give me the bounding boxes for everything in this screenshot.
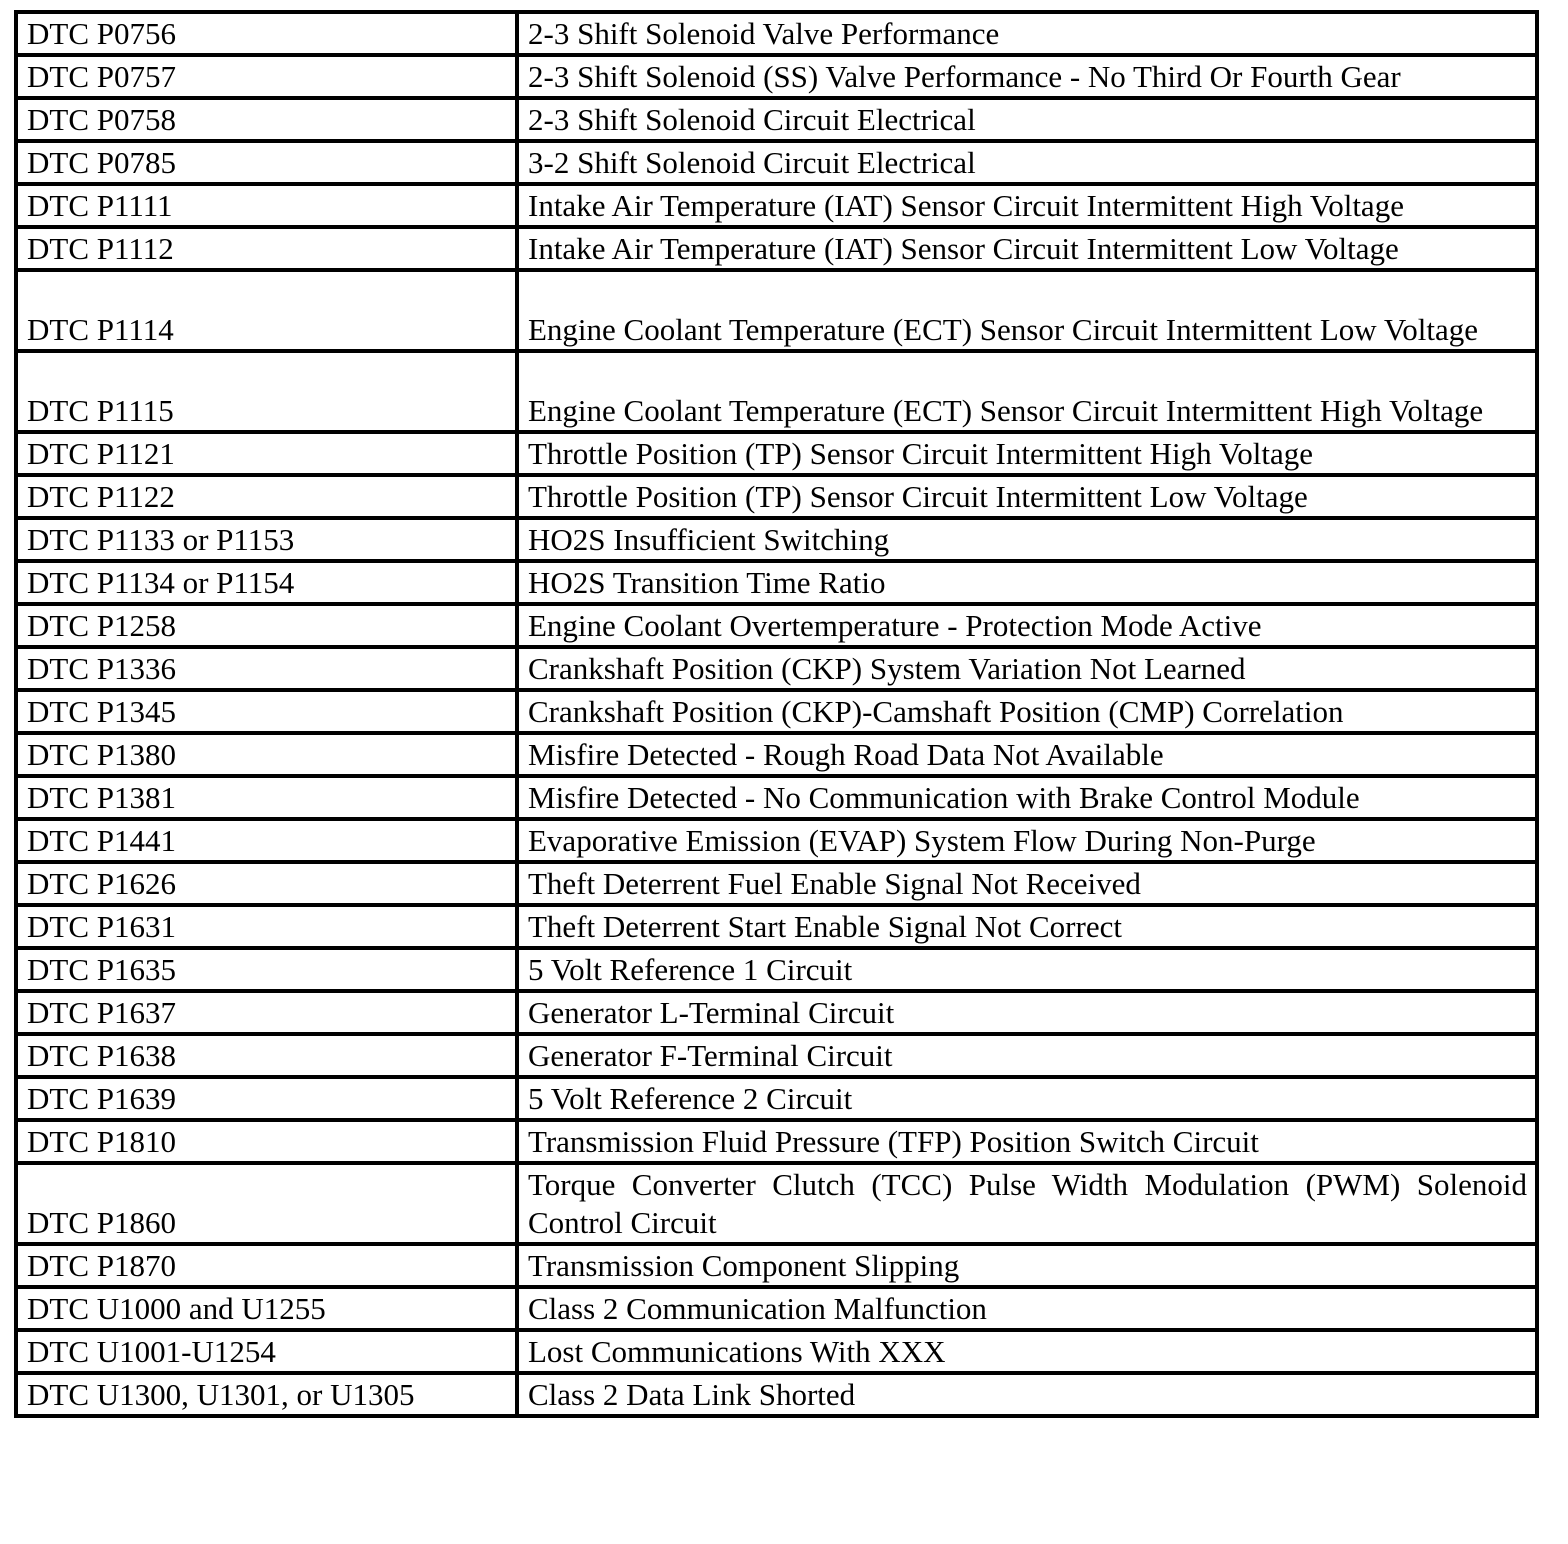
dtc-description-cell: HO2S Transition Time Ratio: [517, 561, 1537, 604]
table-row: [16, 518, 1537, 561]
dtc-description-cell: Generator F-Terminal Circuit: [517, 1034, 1537, 1077]
dtc-code-cell: DTC P1626: [16, 862, 517, 905]
table-row: [16, 862, 1537, 905]
table-row: [16, 604, 1537, 647]
dtc-description-cell: 5 Volt Reference 1 Circuit: [517, 948, 1537, 991]
dtc-code-cell: DTC P1637: [16, 991, 517, 1034]
dtc-description-cell: Theft Deterrent Fuel Enable Signal Not Received: [517, 862, 1537, 905]
table-row: [16, 819, 1537, 862]
table-row: [16, 1287, 1537, 1330]
table-row: [16, 647, 1537, 690]
dtc-code-cell: DTC P1115: [16, 351, 517, 432]
table-row: [16, 733, 1537, 776]
table-row: [16, 1120, 1537, 1163]
dtc-description-cell: Engine Coolant Temperature (ECT) Sensor Circuit Intermittent Low Voltage: [517, 270, 1537, 351]
table-row: [16, 1330, 1537, 1373]
dtc-code-cell: DTC U1001-U1254: [16, 1330, 517, 1373]
dtc-table-body: [16, 12, 1537, 1416]
dtc-code-cell: DTC P1639: [16, 1077, 517, 1120]
dtc-description-cell: 5 Volt Reference 2 Circuit: [517, 1077, 1537, 1120]
table-row: [16, 690, 1537, 733]
table-row: [16, 12, 1537, 55]
dtc-code-cell: DTC P1635: [16, 948, 517, 991]
table-row: [16, 561, 1537, 604]
table-row: [16, 1034, 1537, 1077]
table-row: [16, 432, 1537, 475]
table-row: [16, 227, 1537, 270]
dtc-table: [14, 10, 1539, 1418]
dtc-code-cell: DTC P0758: [16, 98, 517, 141]
dtc-code-cell: DTC P1133 or P1153: [16, 518, 517, 561]
table-row: [16, 475, 1537, 518]
dtc-code-cell: DTC P0785: [16, 141, 517, 184]
dtc-code-cell: DTC P1381: [16, 776, 517, 819]
dtc-code-cell: DTC P1860: [16, 1163, 517, 1244]
dtc-code-cell: DTC P1111: [16, 184, 517, 227]
dtc-description-cell: Intake Air Temperature (IAT) Sensor Circuit Intermittent Low Voltage: [517, 227, 1537, 270]
dtc-code-cell: DTC U1000 and U1255: [16, 1287, 517, 1330]
dtc-code-cell: DTC P1631: [16, 905, 517, 948]
dtc-code-cell: DTC P1114: [16, 270, 517, 351]
dtc-code-cell: DTC P1345: [16, 690, 517, 733]
dtc-description-cell: Evaporative Emission (EVAP) System Flow During Non-Purge: [517, 819, 1537, 862]
dtc-code-cell: DTC P1336: [16, 647, 517, 690]
table-row: [16, 270, 1537, 351]
table-row: [16, 1244, 1537, 1287]
dtc-code-cell: DTC P1121: [16, 432, 517, 475]
dtc-description-cell: Transmission Component Slipping: [517, 1244, 1537, 1287]
dtc-description-cell: Transmission Fluid Pressure (TFP) Position Switch Circuit: [517, 1120, 1537, 1163]
dtc-description-cell: Engine Coolant Temperature (ECT) Sensor Circuit Intermittent High Voltage: [517, 351, 1537, 432]
dtc-code-cell: DTC P1122: [16, 475, 517, 518]
dtc-description-cell: Misfire Detected - No Communication with Brake Control Module: [517, 776, 1537, 819]
table-row: [16, 55, 1537, 98]
table-row: [16, 991, 1537, 1034]
dtc-code-cell: DTC P1112: [16, 227, 517, 270]
dtc-description-cell: Class 2 Communication Malfunction: [517, 1287, 1537, 1330]
dtc-description-cell: Theft Deterrent Start Enable Signal Not Correct: [517, 905, 1537, 948]
dtc-description-cell: Engine Coolant Overtemperature - Protection Mode Active: [517, 604, 1537, 647]
dtc-description-cell: Class 2 Data Link Shorted: [517, 1373, 1537, 1416]
dtc-code-cell: DTC P0757: [16, 55, 517, 98]
dtc-description-cell: 3-2 Shift Solenoid Circuit Electrical: [517, 141, 1537, 184]
table-row: [16, 948, 1537, 991]
table-row: [16, 1077, 1537, 1120]
dtc-code-cell: DTC P1638: [16, 1034, 517, 1077]
dtc-code-cell: DTC P1258: [16, 604, 517, 647]
table-row: [16, 1373, 1537, 1416]
table-row: [16, 351, 1537, 432]
dtc-description-cell: 2-3 Shift Solenoid Circuit Electrical: [517, 98, 1537, 141]
dtc-description-cell: Misfire Detected - Rough Road Data Not Available: [517, 733, 1537, 776]
table-row: [16, 905, 1537, 948]
dtc-description-cell: Throttle Position (TP) Sensor Circuit Intermittent High Voltage: [517, 432, 1537, 475]
dtc-description-cell: Intake Air Temperature (IAT) Sensor Circuit Intermittent High Voltage: [517, 184, 1537, 227]
dtc-description-cell: Lost Communications With XXX: [517, 1330, 1537, 1373]
dtc-description-cell: 2-3 Shift Solenoid (SS) Valve Performance - No Third Or Fourth Gear: [517, 55, 1537, 98]
dtc-code-cell: DTC P1380: [16, 733, 517, 776]
dtc-description-cell: Generator L-Terminal Circuit: [517, 991, 1537, 1034]
dtc-description-cell: 2-3 Shift Solenoid Valve Performance: [517, 12, 1537, 55]
dtc-code-cell: DTC P1870: [16, 1244, 517, 1287]
dtc-code-cell: DTC P1810: [16, 1120, 517, 1163]
dtc-description-cell: Torque Converter Clutch (TCC) Pulse Width Modulation (PWM) Solenoid Control Circuit: [517, 1163, 1537, 1244]
dtc-code-cell: DTC U1300, U1301, or U1305: [16, 1373, 517, 1416]
dtc-description-cell: Crankshaft Position (CKP)-Camshaft Position (CMP) Correlation: [517, 690, 1537, 733]
dtc-description-cell: Crankshaft Position (CKP) System Variation Not Learned: [517, 647, 1537, 690]
dtc-description-cell: Throttle Position (TP) Sensor Circuit Intermittent Low Voltage: [517, 475, 1537, 518]
dtc-code-cell: DTC P1134 or P1154: [16, 561, 517, 604]
table-row: [16, 1163, 1537, 1244]
table-row: [16, 184, 1537, 227]
table-row: [16, 98, 1537, 141]
dtc-description-cell: HO2S Insufficient Switching: [517, 518, 1537, 561]
table-row: [16, 141, 1537, 184]
dtc-code-cell: DTC P0756: [16, 12, 517, 55]
table-row: [16, 776, 1537, 819]
dtc-code-cell: DTC P1441: [16, 819, 517, 862]
